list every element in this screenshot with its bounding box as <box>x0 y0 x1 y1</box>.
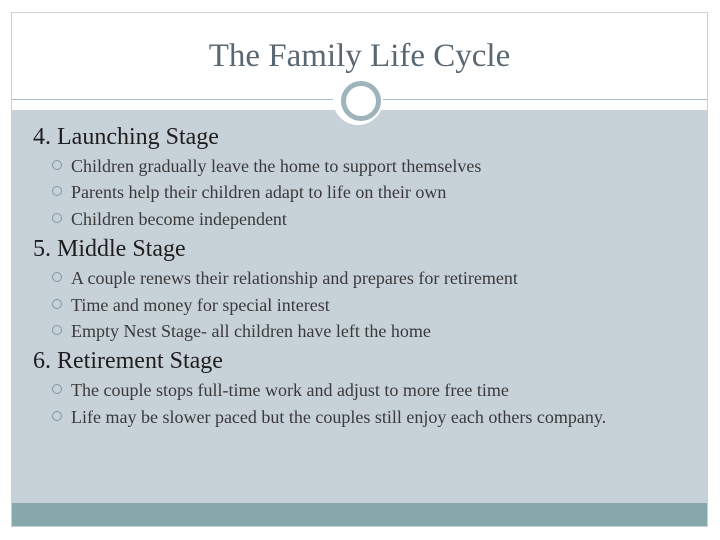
bullet-item <box>52 379 509 401</box>
bullet-item <box>52 208 287 230</box>
bullet-item <box>52 181 446 203</box>
bullet-circle-icon <box>52 213 62 223</box>
bullet-circle-icon <box>52 186 62 196</box>
bullet-item <box>52 406 651 428</box>
bullet-text: Children become independent <box>71 209 287 229</box>
section-heading-launching: 4. Launching Stage <box>33 124 219 150</box>
footer-bar <box>12 503 707 526</box>
bullet-item <box>52 155 481 177</box>
bullet-circle-icon <box>52 299 62 309</box>
bullet-item <box>52 267 518 289</box>
ring-icon <box>341 81 381 121</box>
bullet-text: Empty Nest Stage- all children have left the home <box>71 321 431 341</box>
bullet-text: A couple renews their relationship and prepares for retirement <box>71 268 518 288</box>
bullet-circle-icon <box>52 160 62 170</box>
bullet-item <box>52 320 431 342</box>
bullet-text: Children gradually leave the home to support themselves <box>71 156 482 176</box>
bullet-text: The couple stops full-time work and adjust to more free time <box>71 380 509 400</box>
bullet-item <box>52 294 330 316</box>
section-heading-retirement: 6. Retirement Stage <box>33 348 223 374</box>
bullet-text: Parents help their children adapt to life on their own <box>71 182 447 202</box>
bullet-text: Time and money for special interest <box>71 295 330 315</box>
bullet-circle-icon <box>52 325 62 335</box>
bullet-text: Life may be slower paced but the couples still enjoy each others company. <box>71 407 607 427</box>
bullet-circle-icon <box>52 272 62 282</box>
slide-title: The Family Life Cycle <box>208 38 511 74</box>
section-heading-middle: 5. Middle Stage <box>33 236 186 262</box>
bullet-circle-icon <box>52 411 62 421</box>
bullet-circle-icon <box>52 384 62 394</box>
